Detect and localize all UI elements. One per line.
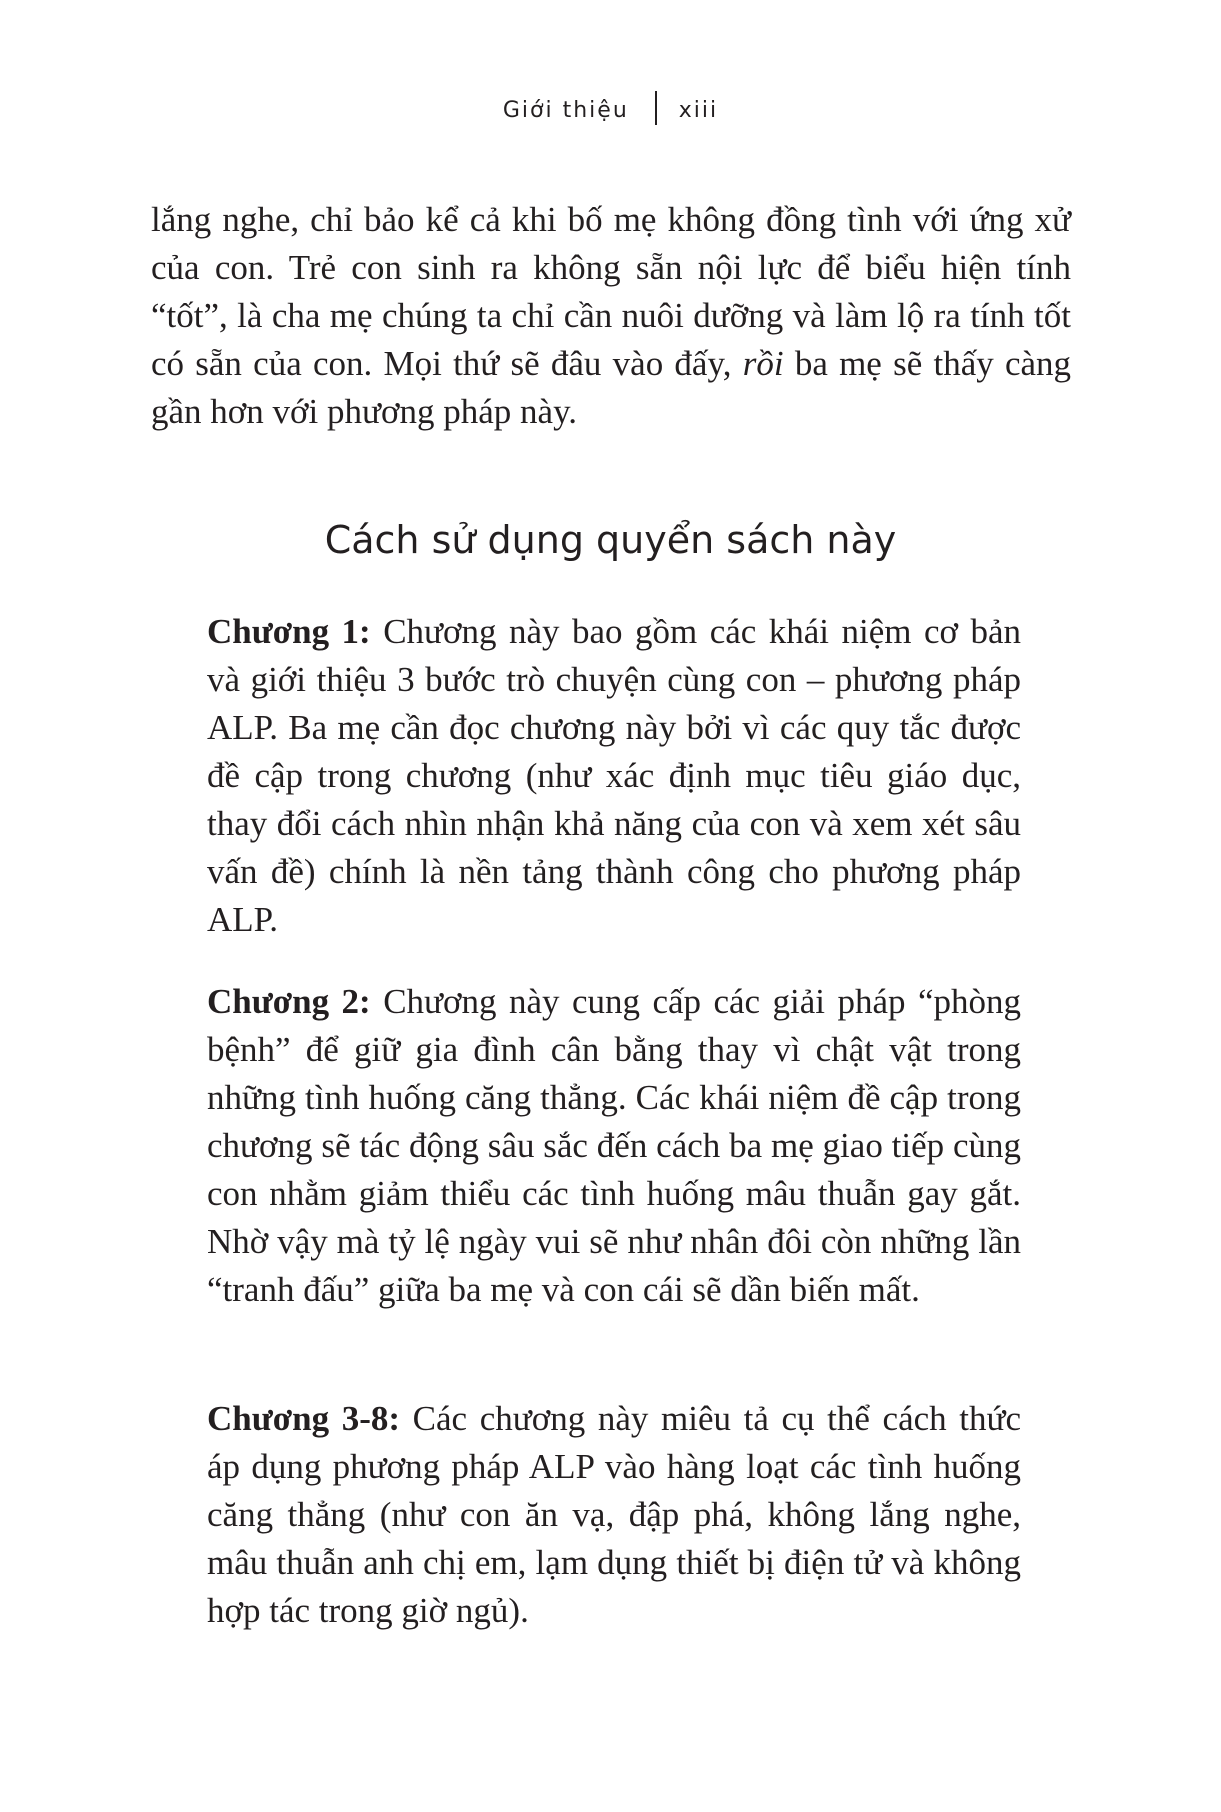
chapter-1-description <box>207 608 1021 944</box>
running-header <box>0 94 1221 128</box>
chapter-text: Các chương này miêu tả cụ thể cách thức áp dụng phương pháp ALP vào hàng loạt các tình huống căng thẳng (như con ăn vạ, đập phá, không lắng nghe, mâu thuẫn anh chị em, lạm dụng thiết bị điện tử và không hợp tác trong giờ ngủ). <box>207 1399 1021 1630</box>
chapter-3-8-description <box>207 1395 1021 1635</box>
chapter-label: Chương 3-8: <box>207 1399 401 1438</box>
chapter-text: Chương này cung cấp các giải pháp “phòng bệnh” để giữ gia đình cân bằng thay vì chật vật trong những tình huống căng thẳng. Các khái niệm đề cập trong chương sẽ tác động sâu sắc đến cách ba mẹ giao tiếp cùng con nhằm giảm thiểu các tình huống mâu thuẫn gay gắt. Nhờ vậy mà tỷ lệ ngày vui sẽ như nhân đôi còn những lần “tranh đấu” giữa ba mẹ và con cái sẽ dần biến mất. <box>207 982 1022 1309</box>
chapter-paragraph <box>207 1395 1021 1635</box>
header-page-number: xiii <box>678 98 719 123</box>
header-section-title: Giới thiệu <box>502 98 629 123</box>
chapter-label: Chương 2: <box>207 982 371 1021</box>
intro-paragraph-block <box>151 196 1071 436</box>
chapter-paragraph <box>207 978 1021 1314</box>
chapter-text: Chương này bao gồm các khái niệm cơ bản và giới thiệu 3 bước trò chuyện cùng con – phương pháp ALP. Ba mẹ cần đọc chương này bởi vì các quy tắc được đề cập trong chương (như xác định mục tiêu giáo dục, thay đổi cách nhìn nhận khả năng của con và xem xét sâu vấn đề) chính là nền tảng thành công cho phương pháp ALP. <box>207 612 1022 939</box>
header-separator <box>655 91 657 125</box>
chapter-label: Chương 1: <box>207 612 371 651</box>
section-heading: Cách sử dụng quyển sách này <box>324 518 897 562</box>
chapter-paragraph <box>207 608 1021 944</box>
intro-text-start: lắng nghe, chỉ bảo kể cả khi bố mẹ không đồng tình với ứng xử của con. Trẻ con sinh ra không sẵn nội lực để biểu hiện tính “tốt”, là cha mẹ chúng ta chỉ cần nuôi dưỡng và làm lộ ra tính tốt có sẵn của con. Mọi thứ sẽ đâu vào đấy, <box>151 200 1071 383</box>
intro-paragraph <box>151 196 1071 436</box>
chapter-2-description <box>207 978 1021 1314</box>
intro-text-end: ba mẹ sẽ thấy càng gần hơn với phương pháp này. <box>151 344 1072 431</box>
intro-italic-word: rồi <box>742 344 784 383</box>
